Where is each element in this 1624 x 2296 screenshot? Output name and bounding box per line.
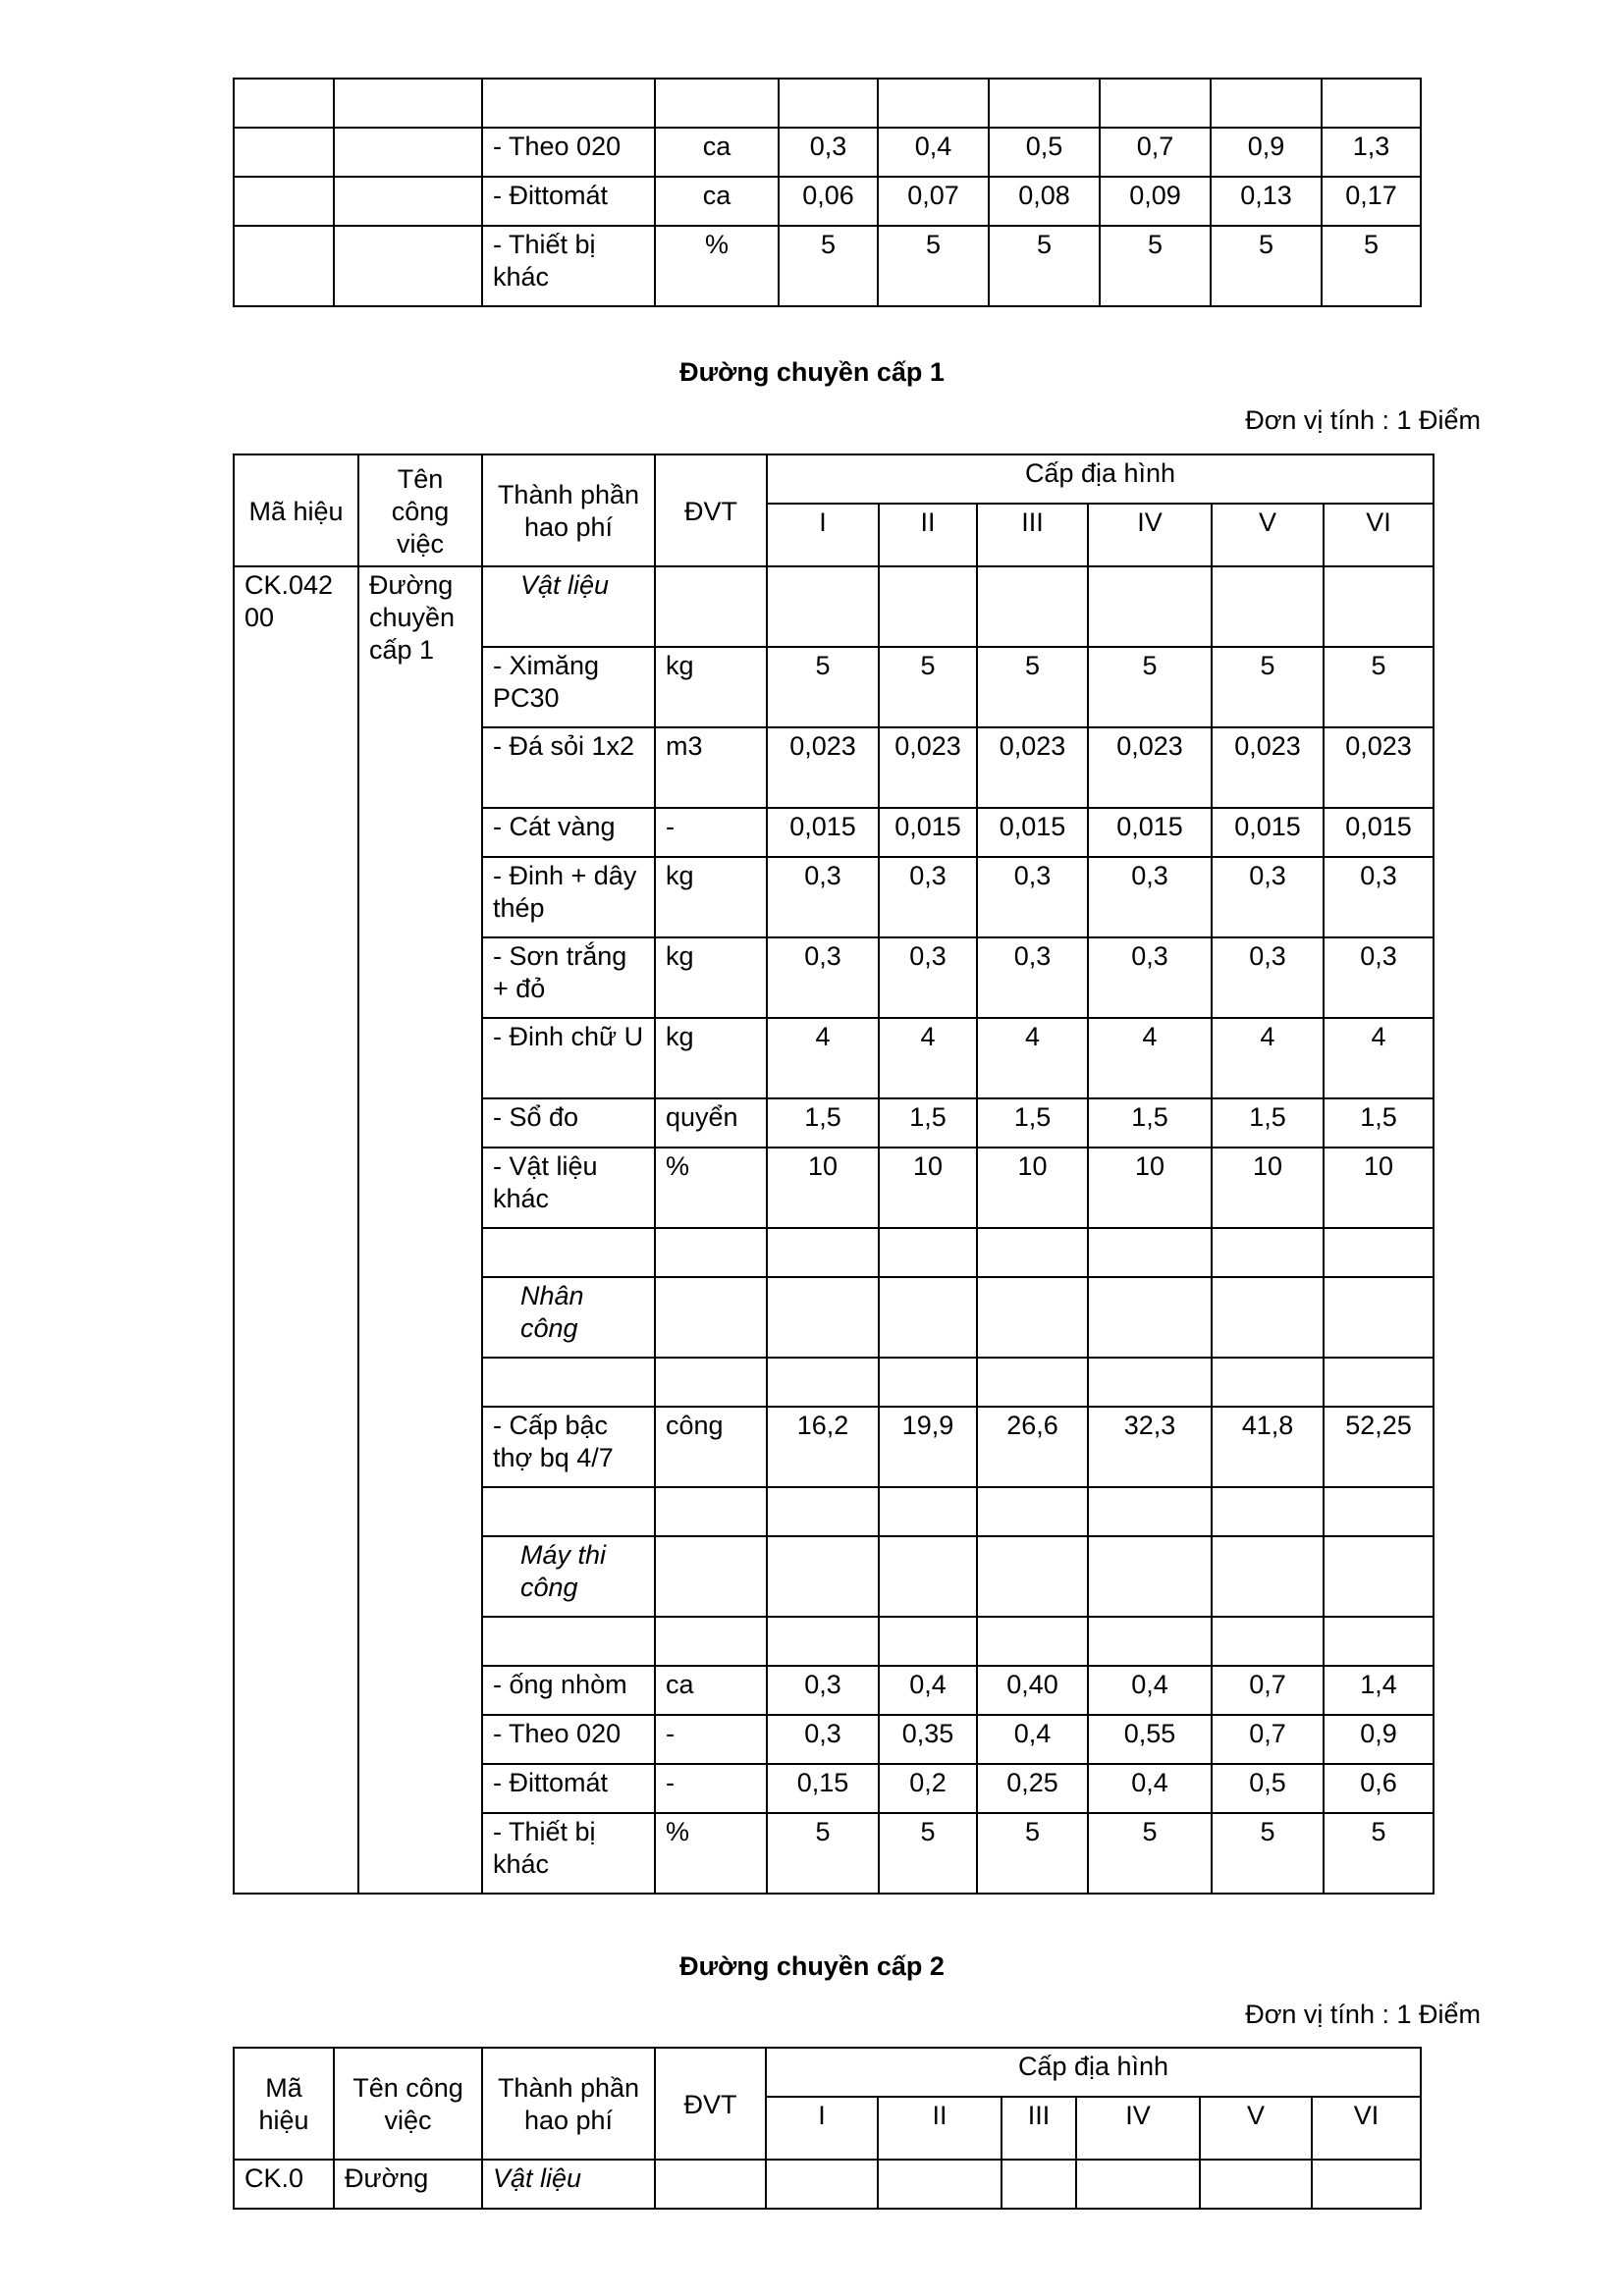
s2-header-code: Mã hiệu [234,2048,334,2160]
row-name: - Ximăng PC30 [482,647,655,727]
row-unit: ca [655,1666,767,1715]
row-value: 5 [977,647,1088,727]
row-value: 0,3 [767,937,879,1018]
s2-row-value [766,2160,878,2209]
row-unit: công [655,1407,767,1487]
row-value: 5 [779,226,878,306]
row-unit: kg [655,1018,767,1098]
row-value: 1,5 [977,1098,1088,1148]
row-value: 4 [879,1018,977,1098]
row-name: - Thiết bị khác [482,226,655,306]
row-value [1212,1487,1324,1536]
row-value [767,566,879,647]
code-cell [234,79,334,128]
table-row [234,128,1421,177]
row-unit [655,1536,767,1617]
row-unit: m3 [655,727,767,808]
row-value [989,79,1100,128]
section2-table [233,2047,1422,2210]
s2-header-dvt: ĐVT [655,2048,766,2160]
section1-unit-note: Đơn vị tính : 1 Điểm [1245,405,1481,435]
row-value: 0,023 [1212,727,1324,808]
row-value: 0,3 [879,937,977,1018]
row-value: 4 [1212,1018,1324,1098]
row-value [1088,1277,1212,1358]
code-cell [234,128,334,177]
task-cell [334,79,482,128]
row-value: 1,5 [1212,1098,1324,1148]
row-value: 0,06 [779,177,878,226]
row-unit: - [655,1764,767,1813]
row-value: 0,7 [1100,128,1211,177]
row-value: 0,023 [1088,727,1212,808]
row-value [879,1487,977,1536]
row-value: 0,08 [989,177,1100,226]
row-value: 4 [767,1018,879,1098]
row-name [482,1228,655,1277]
row-unit [655,1487,767,1536]
task-cell: Đường chuyền cấp 1 [358,566,482,1894]
row-name: - Cát vàng [482,808,655,857]
row-value: 0,015 [879,808,977,857]
s2-row-value [878,2160,1001,2209]
section2-title: Đường chuyền cấp 2 [679,1951,945,1981]
level-header: V [1212,504,1324,566]
row-value: 5 [879,647,977,727]
code-cell [234,226,334,306]
row-value [767,1228,879,1277]
row-value [779,79,878,128]
row-name: - Đittomát [482,177,655,226]
table-row [234,566,1434,647]
row-value: 5 [1212,647,1324,727]
row-value: 4 [1324,1018,1434,1098]
row-name: - Đinh + dây thép [482,857,655,937]
row-value: 0,3 [1088,937,1212,1018]
row-value: 10 [879,1148,977,1228]
row-name: - ống nhòm [482,1666,655,1715]
row-name [482,1617,655,1666]
row-unit: ca [655,177,779,226]
row-value: 0,07 [878,177,989,226]
row-value: 10 [1212,1148,1324,1228]
s2-header-task: Tên công việc [334,2048,482,2160]
code-cell: CK.042 00 [234,566,358,1894]
row-value: 0,015 [767,808,879,857]
row-name: - Sơn trắng + đỏ [482,937,655,1018]
row-value: 5 [989,226,1100,306]
row-unit [655,79,779,128]
level-header: III [1001,2097,1076,2160]
level-header: VI [1324,504,1434,566]
row-name: - Đinh chữ U [482,1018,655,1098]
row-value: 0,5 [989,128,1100,177]
row-value: 0,13 [1211,177,1322,226]
row-unit: kg [655,647,767,727]
row-unit [655,1617,767,1666]
row-value [1212,1536,1324,1617]
row-value [879,566,977,647]
row-value: 4 [1088,1018,1212,1098]
s2-header-terrain: Cấp địa hình [766,2048,1421,2097]
row-value: 0,3 [977,937,1088,1018]
row-name [482,79,655,128]
row-name: Nhân công [482,1277,655,1358]
row-value: 0,3 [767,1715,879,1764]
row-name: - Theo 020 [482,1715,655,1764]
row-value: 0,015 [1324,808,1434,857]
row-value: 5 [1324,1813,1434,1894]
level-header: I [766,2097,878,2160]
row-unit [655,1228,767,1277]
row-value [1088,566,1212,647]
row-value: 0,015 [1088,808,1212,857]
s2-first-row [234,2160,1421,2209]
row-value [1212,1358,1324,1407]
row-value: 0,35 [879,1715,977,1764]
row-value [879,1617,977,1666]
row-value: 0,3 [779,128,878,177]
row-value: 0,015 [1212,808,1324,857]
row-value [1212,1228,1324,1277]
top-fragment-table [233,78,1422,307]
row-name: - Đá sỏi 1x2 [482,727,655,808]
row-value [1324,1228,1434,1277]
row-value [767,1487,879,1536]
row-value [879,1277,977,1358]
row-unit [655,566,767,647]
row-value [1324,1358,1434,1407]
row-value: 0,3 [879,857,977,937]
row-value [1212,566,1324,647]
row-value [1088,1228,1212,1277]
row-value [1088,1487,1212,1536]
row-value: 52,25 [1324,1407,1434,1487]
s2-row-value [1001,2160,1076,2209]
row-value: 0,9 [1324,1715,1434,1764]
row-unit: % [655,1813,767,1894]
header-code: Mã hiệu [234,454,358,566]
row-value: 0,4 [1088,1666,1212,1715]
s2-row-value [1200,2160,1312,2209]
row-value: 0,2 [879,1764,977,1813]
row-value: 0,3 [1212,857,1324,937]
row-value: 0,3 [767,1666,879,1715]
row-value [1088,1358,1212,1407]
row-unit [655,1277,767,1358]
row-value [1088,1536,1212,1617]
row-value: 0,023 [977,727,1088,808]
row-value: 0,4 [878,128,989,177]
row-unit: - [655,808,767,857]
row-value: 0,3 [1324,937,1434,1018]
row-value [1324,1536,1434,1617]
row-value [977,1536,1088,1617]
table-row [234,79,1421,128]
row-name: - Sổ đo [482,1098,655,1148]
table-row [234,177,1421,226]
row-value: 1,5 [879,1098,977,1148]
row-value: 0,6 [1324,1764,1434,1813]
s2-row-name: Vật liệu [482,2160,655,2209]
row-value: 5 [767,647,879,727]
row-value: 5 [879,1813,977,1894]
row-value: 5 [1322,226,1421,306]
row-value: 10 [1324,1148,1434,1228]
s2-header-component: Thành phần hao phí [482,2048,655,2160]
row-value: 19,9 [879,1407,977,1487]
row-name: - Thiết bị khác [482,1813,655,1894]
row-unit: quyển [655,1098,767,1148]
row-value: 32,3 [1088,1407,1212,1487]
row-value [767,1617,879,1666]
row-value: 10 [977,1148,1088,1228]
row-value: 5 [1100,226,1211,306]
row-value: 26,6 [977,1407,1088,1487]
row-value: 0,4 [977,1715,1088,1764]
row-value [1324,1487,1434,1536]
task-cell [334,128,482,177]
row-unit: % [655,226,779,306]
row-value [1324,566,1434,647]
row-value: 0,3 [1212,937,1324,1018]
level-header: VI [1312,2097,1421,2160]
row-value [1100,79,1211,128]
level-header: IV [1088,504,1212,566]
row-name [482,1358,655,1407]
level-header: I [767,504,879,566]
row-value: 0,3 [1088,857,1212,937]
row-value [767,1536,879,1617]
row-value [767,1358,879,1407]
row-value [1088,1617,1212,1666]
row-name [482,1487,655,1536]
row-value: 4 [977,1018,1088,1098]
row-value [767,1277,879,1358]
row-value: 10 [1088,1148,1212,1228]
level-header: II [878,2097,1001,2160]
row-value: 0,4 [1088,1764,1212,1813]
row-value: 5 [767,1813,879,1894]
row-value [879,1536,977,1617]
row-value [977,1277,1088,1358]
row-value: 1,5 [1324,1098,1434,1148]
row-value: 0,25 [977,1764,1088,1813]
header-dvt: ĐVT [655,454,767,566]
table-row [234,226,1421,306]
code-cell [234,177,334,226]
section1-title: Đường chuyền cấp 1 [679,357,945,387]
row-value [977,566,1088,647]
header-terrain: Cấp địa hình [767,454,1434,504]
row-unit: ca [655,128,779,177]
row-value: 0,3 [767,857,879,937]
row-value [977,1228,1088,1277]
s2-row-unit [655,2160,766,2209]
row-value: 0,023 [879,727,977,808]
row-value: 0,023 [767,727,879,808]
row-value [878,79,989,128]
task-cell [334,226,482,306]
row-unit: % [655,1148,767,1228]
row-value: 1,5 [1088,1098,1212,1148]
row-value: 0,7 [1212,1666,1324,1715]
row-name: Vật liệu [482,566,655,647]
row-value: 0,7 [1212,1715,1324,1764]
level-header: IV [1076,2097,1200,2160]
level-header: V [1200,2097,1312,2160]
row-value: 0,3 [1324,857,1434,937]
row-value: 0,15 [767,1764,879,1813]
row-name: - Theo 020 [482,128,655,177]
row-value [1322,79,1421,128]
row-value [1212,1617,1324,1666]
row-unit [655,1358,767,1407]
s2-task-cell: Đường [334,2160,482,2209]
row-value: 5 [1212,1813,1324,1894]
row-value: 0,17 [1322,177,1421,226]
row-value: 5 [1324,647,1434,727]
row-value: 41,8 [1212,1407,1324,1487]
row-value [1324,1277,1434,1358]
row-value: 0,3 [977,857,1088,937]
row-name: Máy thi công [482,1536,655,1617]
row-value: 5 [878,226,989,306]
row-value: 0,40 [977,1666,1088,1715]
row-value: 1,3 [1322,128,1421,177]
header-task: Tên công việc [358,454,482,566]
header-component: Thành phần hao phí [482,454,655,566]
s2-code-cell: CK.0 [234,2160,334,2209]
row-value: 10 [767,1148,879,1228]
row-value [1212,1277,1324,1358]
row-value: 5 [1211,226,1322,306]
s2-row-value [1312,2160,1421,2209]
row-name: - Vật liệu khác [482,1148,655,1228]
row-value: 0,55 [1088,1715,1212,1764]
row-value [977,1358,1088,1407]
s2-row-value [1076,2160,1200,2209]
row-value [977,1487,1088,1536]
row-name: - Đittomát [482,1764,655,1813]
row-value: 5 [1088,647,1212,727]
row-value: 0,09 [1100,177,1211,226]
row-value: 0,5 [1212,1764,1324,1813]
task-cell [334,177,482,226]
level-header: III [977,504,1088,566]
row-name: - Cấp bậc thợ bq 4/7 [482,1407,655,1487]
row-value: 1,5 [767,1098,879,1148]
row-value [879,1358,977,1407]
section1-table [233,454,1435,1895]
row-value: 0,9 [1211,128,1322,177]
row-unit: kg [655,857,767,937]
row-value: 1,4 [1324,1666,1434,1715]
row-value: 0,4 [879,1666,977,1715]
row-unit: kg [655,937,767,1018]
row-value: 0,023 [1324,727,1434,808]
section2-unit-note: Đơn vị tính : 1 Điểm [1245,2000,1481,2029]
row-value: 16,2 [767,1407,879,1487]
row-value [1324,1617,1434,1666]
row-value [977,1617,1088,1666]
row-value [1211,79,1322,128]
row-value: 5 [977,1813,1088,1894]
row-value: 0,015 [977,808,1088,857]
level-header: II [879,504,977,566]
row-value: 5 [1088,1813,1212,1894]
row-unit: - [655,1715,767,1764]
row-value [879,1228,977,1277]
